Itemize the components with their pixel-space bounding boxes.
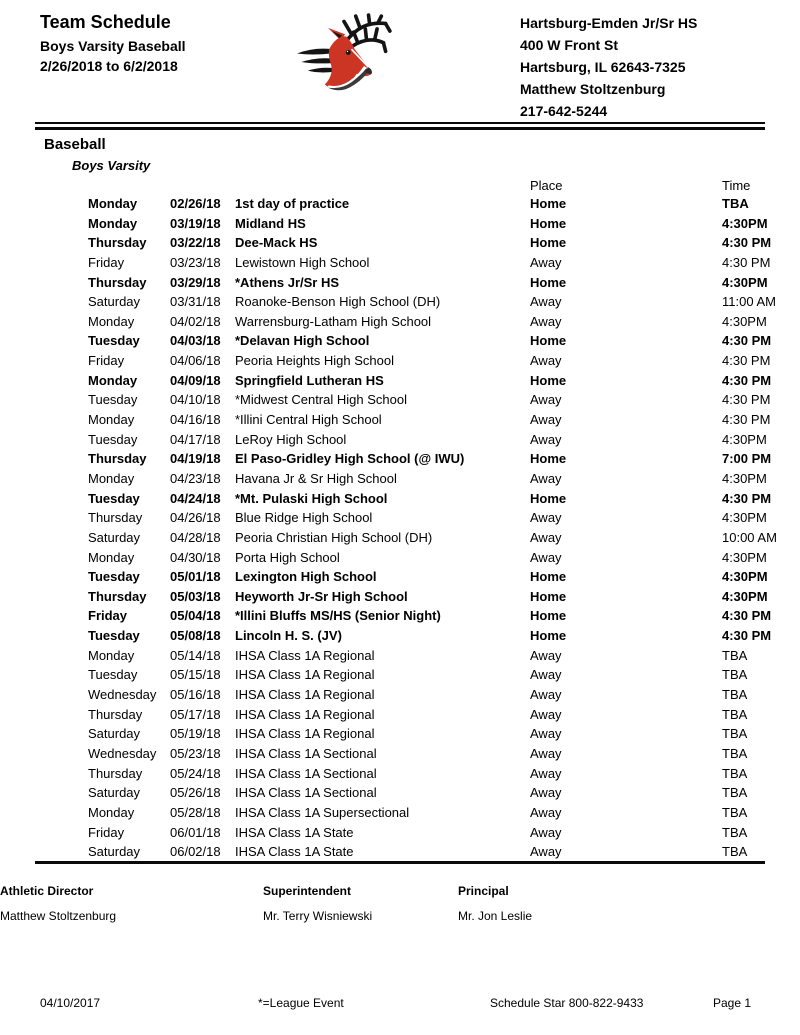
date-cell: 03/22/18 (170, 235, 221, 251)
officials-strip (0, 884, 800, 944)
date-cell: 04/06/18 (170, 353, 221, 369)
table-row (35, 253, 771, 273)
table-row (35, 508, 765, 528)
event-cell: Heyworth Jr-Sr High School (235, 588, 408, 604)
date-cell: 05/15/18 (170, 667, 221, 683)
table-row (35, 803, 765, 823)
event-cell: Porta High School (235, 549, 340, 565)
time-cell: TBA (722, 824, 748, 840)
place-cell: Away (530, 844, 562, 860)
table-row (35, 351, 771, 371)
place-cell: Away (530, 647, 562, 663)
table-row (35, 646, 765, 666)
table-row (35, 548, 765, 568)
table-bottom-divider (35, 861, 765, 864)
time-cell: 4:30PM (722, 274, 768, 290)
table-row (35, 390, 771, 410)
date-cell: 04/30/18 (170, 549, 221, 565)
place-cell: Away (530, 687, 562, 703)
place-cell: Away (530, 254, 562, 270)
day-cell: Friday (88, 353, 125, 369)
event-cell: Midland HS (235, 215, 306, 231)
table-row (35, 606, 772, 626)
time-cell: 4:30 PM (722, 333, 772, 349)
day-cell: Friday (88, 608, 128, 624)
time-cell: TBA (722, 745, 748, 761)
date-cell: 05/01/18 (170, 569, 221, 585)
date-cell: 04/24/18 (170, 490, 221, 506)
school-street: 400 W Front St (520, 37, 619, 53)
date-cell: 04/28/18 (170, 529, 221, 545)
day-cell: Monday (88, 215, 138, 231)
header-left (40, 12, 186, 74)
table-row (35, 724, 765, 744)
schedule-table (35, 178, 777, 862)
time-cell: 4:30 PM (722, 412, 771, 428)
event-cell: Havana Jr & Sr High School (235, 470, 397, 486)
table-row (35, 528, 777, 548)
official-title: Athletic Director (0, 884, 94, 898)
place-cell: Away (530, 706, 562, 722)
time-cell: 4:30PM (722, 588, 768, 604)
header-divider (35, 122, 765, 130)
place-cell: Home (530, 608, 567, 624)
table-row (35, 469, 765, 489)
place-cell: Away (530, 765, 562, 781)
place-cell: Home (530, 196, 567, 211)
table-row (35, 371, 772, 391)
school-info-block (520, 12, 697, 122)
event-cell: IHSA Class 1A Sectional (235, 765, 377, 781)
place-cell: Home (530, 372, 567, 388)
time-cell: 4:30 PM (722, 490, 772, 506)
date-cell: 04/26/18 (170, 510, 221, 526)
place-column-header: Place (530, 178, 563, 193)
event-cell: IHSA Class 1A Regional (235, 667, 375, 683)
place-cell: Away (530, 529, 562, 545)
date-cell: 05/03/18 (170, 588, 221, 604)
school-name: Hartsburg-Emden Jr/Sr HS (520, 15, 698, 31)
day-cell: Thursday (88, 235, 147, 251)
table-row (35, 764, 765, 784)
day-cell: Monday (88, 313, 135, 329)
day-cell: Thursday (88, 451, 147, 467)
event-cell: IHSA Class 1A Sectional (235, 785, 377, 801)
place-cell: Away (530, 392, 562, 408)
footer-page-number: Page 1 (713, 996, 752, 1010)
event-cell: *Illini Central High School (235, 412, 382, 428)
date-cell: 06/02/18 (170, 844, 221, 860)
footer-generated-date: 04/10/2017 (40, 996, 101, 1010)
event-cell: *Delavan High School (235, 333, 370, 349)
table-header-row (35, 178, 765, 194)
time-column-header: Time (722, 178, 751, 193)
place-cell: Away (530, 785, 562, 801)
event-cell: IHSA Class 1A State (235, 844, 354, 860)
day-cell: Wednesday (88, 745, 157, 761)
event-cell: Lewistown High School (235, 254, 370, 270)
table-row (35, 705, 765, 725)
date-cell: 04/02/18 (170, 313, 221, 329)
table-row (35, 273, 768, 293)
time-cell: 4:30 PM (722, 628, 772, 644)
date-cell: 06/01/18 (170, 824, 221, 840)
day-cell: Monday (88, 647, 135, 663)
time-cell: 11:00 AM (722, 294, 776, 310)
day-cell: Monday (88, 372, 138, 388)
date-cell: 05/26/18 (170, 785, 221, 801)
time-cell: TBA (722, 706, 748, 722)
place-cell: Away (530, 353, 562, 369)
date-cell: 02/26/18 (170, 196, 221, 211)
day-cell: Tuesday (88, 569, 140, 585)
event-cell: *Mt. Pulaski High School (235, 490, 388, 506)
table-row (35, 194, 765, 214)
time-cell: 4:30 PM (722, 235, 772, 251)
date-cell: 05/28/18 (170, 804, 221, 820)
place-cell: Away (530, 824, 562, 840)
day-cell: Monday (88, 196, 138, 211)
official-name: Mr. Jon Leslie (458, 909, 533, 923)
page-title: Team Schedule (40, 12, 171, 32)
time-cell: TBA (722, 765, 748, 781)
official (263, 884, 372, 923)
time-cell: TBA (722, 667, 748, 683)
date-cell: 05/19/18 (170, 726, 221, 742)
stag-mascot-logo-icon (296, 12, 392, 96)
event-cell: IHSA Class 1A Regional (235, 647, 375, 663)
date-cell: 05/08/18 (170, 628, 221, 644)
official-title: Principal (458, 884, 509, 898)
event-cell: Peoria Heights High School (235, 353, 394, 369)
time-cell: 4:30 PM (722, 353, 771, 369)
date-cell: 05/17/18 (170, 706, 221, 722)
event-column-header (235, 178, 530, 194)
school-phone: 217-642-5244 (520, 103, 608, 119)
place-cell: Away (530, 745, 562, 761)
official (458, 884, 532, 923)
place-cell: Home (530, 569, 567, 585)
event-cell: Blue Ridge High School (235, 510, 373, 526)
place-cell: Away (530, 804, 562, 820)
date-cell: 03/29/18 (170, 274, 221, 290)
day-cell: Tuesday (88, 392, 138, 408)
team-subtitle: Boys Varsity Baseball (40, 38, 186, 54)
event-cell: Dee-Mack HS (235, 235, 318, 251)
event-cell: IHSA Class 1A Regional (235, 706, 375, 722)
date-cell: 04/03/18 (170, 333, 221, 349)
time-cell: 4:30 PM (722, 372, 772, 388)
event-cell: Lexington High School (235, 569, 377, 585)
table-row (35, 292, 776, 312)
event-cell: IHSA Class 1A Supersectional (235, 804, 410, 820)
event-cell: Lincoln H. S. (JV) (235, 628, 342, 644)
time-cell: 4:30PM (722, 510, 767, 526)
day-cell: Saturday (88, 294, 141, 310)
event-cell: IHSA Class 1A State (235, 824, 354, 840)
day-cell: Tuesday (88, 490, 140, 506)
event-cell: Peoria Christian High School (DH) (235, 529, 433, 545)
place-cell: Away (530, 510, 562, 526)
day-cell: Tuesday (88, 333, 140, 349)
place-cell: Away (530, 667, 562, 683)
table-row (35, 587, 768, 607)
time-cell: 4:30PM (722, 313, 767, 329)
table-row (35, 430, 765, 450)
time-cell: 7:00 PM (722, 451, 772, 467)
table-row (35, 665, 765, 685)
place-cell: Home (530, 333, 567, 349)
table-row (35, 626, 772, 646)
date-cell: 05/24/18 (170, 765, 221, 781)
day-cell: Thursday (88, 510, 143, 526)
event-cell: 1st day of practice (235, 196, 350, 211)
time-cell: 4:30PM (722, 215, 768, 231)
date-cell: 04/23/18 (170, 470, 221, 486)
time-cell: 4:30PM (722, 470, 767, 486)
day-cell: Thursday (88, 706, 143, 722)
time-cell: TBA (722, 844, 748, 860)
official (0, 884, 116, 923)
place-cell: Away (530, 549, 562, 565)
date-cell: 03/23/18 (170, 254, 221, 270)
place-cell: Away (530, 412, 562, 428)
footer-league-legend: *=League Event (258, 996, 344, 1010)
event-cell: Springfield Lutheran HS (235, 372, 384, 388)
day-cell: Wednesday (88, 687, 157, 703)
date-cell: 04/10/18 (170, 392, 221, 408)
day-cell: Friday (88, 824, 125, 840)
event-cell: LeRoy High School (235, 431, 347, 447)
place-cell: Away (530, 313, 562, 329)
place-cell: Home (530, 490, 567, 506)
table-row (35, 823, 765, 843)
official-name: Matthew Stoltzenburg (0, 909, 117, 923)
event-cell: IHSA Class 1A Sectional (235, 745, 377, 761)
table-row (35, 312, 765, 332)
date-cell: 05/16/18 (170, 687, 221, 703)
table-row (35, 410, 771, 430)
event-cell: *Athens Jr/Sr HS (235, 274, 340, 290)
table-row (35, 449, 772, 469)
date-cell: 04/09/18 (170, 372, 221, 388)
day-cell: Monday (88, 470, 135, 486)
day-cell: Thursday (88, 765, 143, 781)
table-row (35, 783, 765, 803)
date-cell: 05/04/18 (170, 608, 221, 624)
place-cell: Away (530, 726, 562, 742)
place-cell: Home (530, 235, 567, 251)
date-cell: 03/31/18 (170, 294, 221, 310)
time-cell: 10:00 AM (722, 529, 777, 545)
place-cell: Home (530, 628, 567, 644)
time-cell: 4:30PM (722, 549, 767, 565)
day-cell: Thursday (88, 588, 147, 604)
season-date-range: 2/26/2018 to 6/2/2018 (40, 58, 178, 74)
event-cell: *Midwest Central High School (235, 392, 407, 408)
day-cell: Monday (88, 804, 135, 820)
event-cell: *Illini Bluffs MS/HS (Senior Night) (235, 608, 441, 624)
place-cell: Home (530, 588, 567, 604)
date-column-header (170, 178, 235, 194)
event-cell: IHSA Class 1A Regional (235, 687, 375, 703)
table-row (35, 214, 768, 234)
time-cell: 4:30PM (722, 431, 767, 447)
event-cell: Roanoke-Benson High School (DH) (235, 294, 441, 310)
day-cell: Monday (88, 412, 135, 428)
table-row (35, 567, 768, 587)
day-cell: Monday (88, 549, 135, 565)
day-cell: Saturday (88, 844, 141, 860)
footer-vendor: Schedule Star 800-822-9433 (490, 996, 644, 1010)
time-cell: 4:30PM (722, 569, 768, 585)
day-cell: Saturday (88, 726, 141, 742)
date-cell: 05/23/18 (170, 745, 221, 761)
day-cell: Friday (88, 254, 125, 270)
day-cell: Saturday (88, 785, 141, 801)
day-cell: Tuesday (88, 667, 138, 683)
place-cell: Home (530, 274, 567, 290)
sport-heading: Baseball (44, 136, 106, 153)
date-cell: 04/16/18 (170, 412, 221, 428)
time-cell: TBA (722, 687, 748, 703)
day-cell: Thursday (88, 274, 147, 290)
table-row (35, 744, 765, 764)
day-column-header (88, 178, 170, 194)
time-cell: TBA (722, 196, 749, 211)
time-cell: 4:30 PM (722, 608, 772, 624)
date-cell: 05/14/18 (170, 647, 221, 663)
schedule-rows (35, 194, 777, 862)
school-contact: Matthew Stoltzenburg (520, 81, 666, 97)
team-level-heading: Boys Varsity (72, 158, 151, 173)
table-row (35, 489, 772, 509)
official-name: Mr. Terry Wisniewski (263, 909, 373, 923)
place-cell: Away (530, 431, 562, 447)
table-row (35, 685, 765, 705)
day-cell: Saturday (88, 529, 141, 545)
time-cell: 4:30 PM (722, 392, 771, 408)
time-cell: 4:30 PM (722, 254, 771, 270)
event-cell: IHSA Class 1A Regional (235, 726, 375, 742)
time-cell: TBA (722, 726, 748, 742)
place-cell: Away (530, 470, 562, 486)
place-cell: Home (530, 215, 567, 231)
place-cell: Home (530, 451, 567, 467)
time-cell: TBA (722, 647, 748, 663)
date-cell: 04/17/18 (170, 431, 221, 447)
official-title: Superintendent (263, 884, 352, 898)
table-row (35, 331, 772, 351)
time-cell: TBA (722, 804, 748, 820)
date-cell: 04/19/18 (170, 451, 221, 467)
table-row (35, 233, 772, 253)
day-cell: Tuesday (88, 431, 138, 447)
event-cell: Warrensburg-Latham High School (235, 313, 432, 329)
date-cell: 03/19/18 (170, 215, 221, 231)
day-cell: Tuesday (88, 628, 140, 644)
table-row (35, 842, 765, 862)
time-cell: TBA (722, 785, 748, 801)
place-cell: Away (530, 294, 562, 310)
event-cell: El Paso-Gridley High School (@ IWU) (235, 451, 465, 467)
school-city: Hartsburg, IL 62643-7325 (520, 59, 686, 75)
